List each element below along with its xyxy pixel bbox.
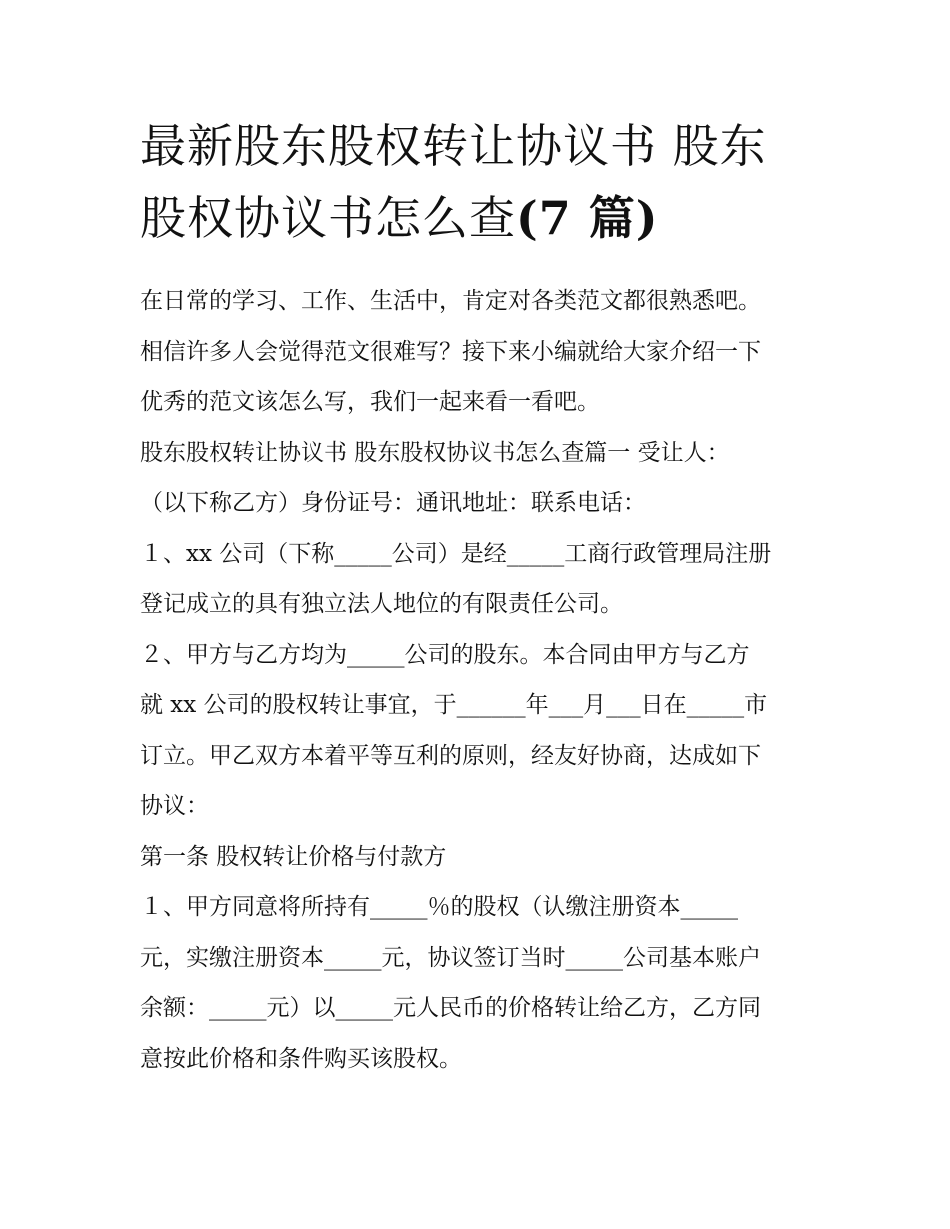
title-line-2-text: 股权协议书怎么查 [140, 191, 516, 245]
body-line: （以下称乙方）身份证号：通讯地址：联系电话： [140, 490, 646, 516]
title-count: (7 篇) [516, 191, 659, 245]
article-heading: 第一条 股权转让价格与付款方 [140, 843, 447, 870]
document-body [140, 276, 830, 1084]
clause-line: 协议： [140, 793, 209, 819]
body-line: 相信许多人会觉得范文很难写？接下来小编就给大家介绍一下 [140, 338, 761, 365]
title-line-1 [140, 110, 830, 182]
clause-line: 就 xx 公司的股权转让事宜，于______年___月___日在_____市 [140, 692, 768, 718]
body-line: 在日常的学习、工作、生活中，肯定对各类范文都很熟悉吧。 [140, 288, 761, 314]
body-line: 优秀的范文该怎么写，我们一起来看一看吧。 [140, 389, 600, 415]
clause-line: 元，实缴注册资本_____元，协议签订当时_____公司基本账户 [140, 944, 761, 971]
clause-line: 余额：_____元）以_____元人民币的价格转让给乙方，乙方同 [140, 995, 761, 1021]
section-heading-line: 股东股权转让协议书 股东股权协议书怎么查篇一 受让人： [140, 439, 730, 466]
clause-line: ２、甲方与乙方均为_____公司的股东。本合同由甲方与乙方 [140, 641, 750, 668]
clause-line: １、甲方同意将所持有_____％的股权（认缴注册资本_____ [140, 894, 738, 920]
clause-line: １、xx 公司（下称_____公司）是经_____工商行政管理局注册 [140, 540, 772, 567]
document-title [140, 110, 830, 254]
title-line-1-text: 最新股东股权转让协议书 股东 [140, 119, 767, 173]
clause-line: 订立。甲乙双方本着平等互利的原则，经友好协商，达成如下 [140, 742, 761, 769]
clause-line: 意按此价格和条件购买该股权。 [140, 1045, 462, 1072]
clause-line: 登记成立的具有独立法人地位的有限责任公司。 [140, 591, 623, 617]
title-line-2 [140, 182, 830, 254]
